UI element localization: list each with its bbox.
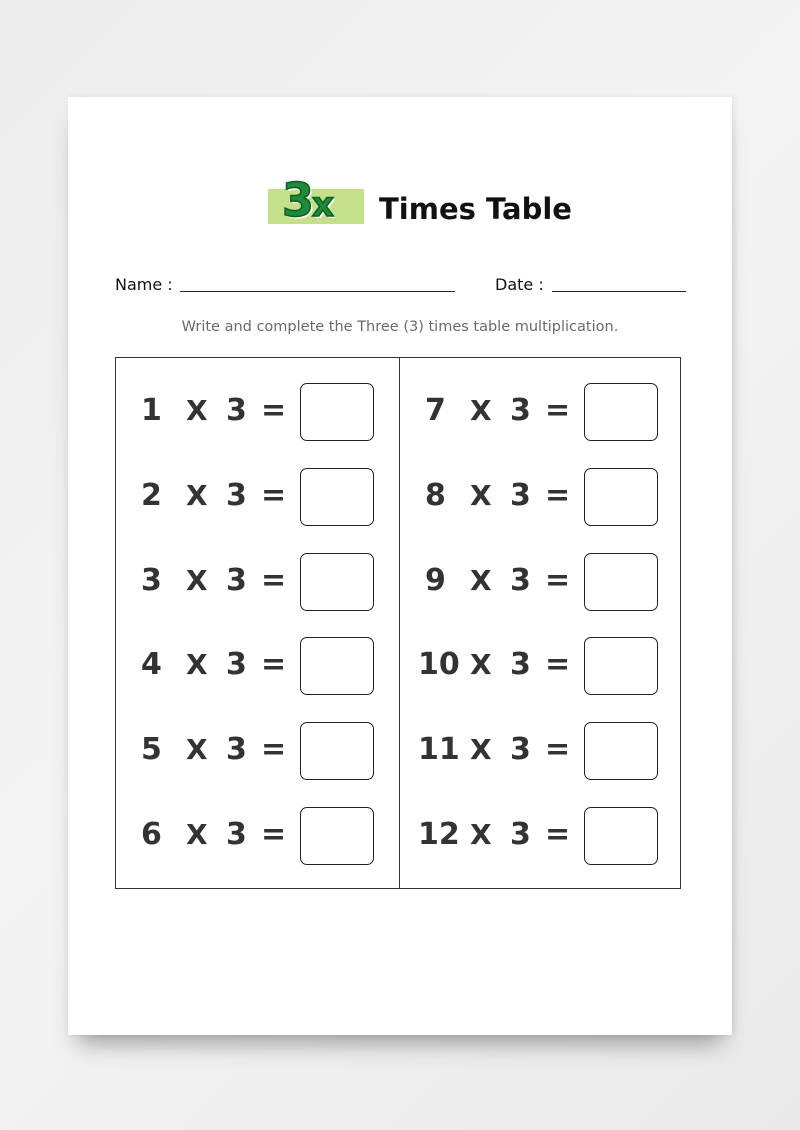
multiplicand: 5 <box>141 732 162 767</box>
equals-sign: = <box>545 478 571 513</box>
date-line[interactable] <box>552 291 686 292</box>
multiplier: 3 <box>510 563 531 598</box>
problem-row <box>134 383 394 443</box>
answer-box[interactable] <box>300 468 374 526</box>
multiplier: 3 <box>510 732 531 767</box>
multiplier: 3 <box>226 817 247 852</box>
name-label: Name : <box>115 275 173 294</box>
times-sign: X <box>470 733 492 766</box>
problem-row <box>134 553 394 613</box>
multiplicand: 8 <box>425 478 446 513</box>
problem-row <box>418 807 678 867</box>
answer-box[interactable] <box>300 383 374 441</box>
times-sign: X <box>186 818 208 851</box>
answer-box[interactable] <box>300 637 374 695</box>
problem-row <box>134 468 394 528</box>
multiplicand: 3 <box>141 563 162 598</box>
problem-row <box>418 468 678 528</box>
multiplier: 3 <box>226 647 247 682</box>
multiplier: 3 <box>510 393 531 428</box>
multiplicand: 10 <box>418 647 460 682</box>
multiplier: 3 <box>510 478 531 513</box>
column-divider <box>399 358 400 888</box>
answer-box[interactable] <box>300 722 374 780</box>
times-sign: X <box>470 648 492 681</box>
multiplicand: 12 <box>418 817 460 852</box>
problem-row <box>418 383 678 443</box>
equals-sign: = <box>261 478 287 513</box>
problem-row <box>134 807 394 867</box>
multiplier: 3 <box>510 817 531 852</box>
equals-sign: = <box>261 647 287 682</box>
multiplicand: 7 <box>425 393 446 428</box>
equals-sign: = <box>261 817 287 852</box>
answer-box[interactable] <box>300 553 374 611</box>
equals-sign: = <box>545 647 571 682</box>
times-sign: X <box>470 818 492 851</box>
multiplicand: 4 <box>141 647 162 682</box>
multiplicand: 11 <box>418 732 460 767</box>
multiplier: 3 <box>226 563 247 598</box>
equals-sign: = <box>261 563 287 598</box>
times-sign: X <box>186 394 208 427</box>
problem-row <box>418 722 678 782</box>
times-sign: X <box>186 733 208 766</box>
logo-symbol: x <box>312 185 332 225</box>
answer-box[interactable] <box>584 807 658 865</box>
problems-table <box>115 357 681 889</box>
answer-box[interactable] <box>300 807 374 865</box>
answer-box[interactable] <box>584 468 658 526</box>
multiplier: 3 <box>226 732 247 767</box>
times-sign: X <box>470 564 492 597</box>
times-sign: X <box>470 479 492 512</box>
equals-sign: = <box>545 732 571 767</box>
times-table-logo <box>268 173 364 227</box>
multiplicand: 9 <box>425 563 446 598</box>
answer-box[interactable] <box>584 553 658 611</box>
answer-box[interactable] <box>584 383 658 441</box>
equals-sign: = <box>545 817 571 852</box>
multiplicand: 1 <box>141 393 162 428</box>
times-sign: X <box>186 564 208 597</box>
times-sign: X <box>470 394 492 427</box>
problem-row <box>134 722 394 782</box>
times-sign: X <box>186 648 208 681</box>
multiplier: 3 <box>226 478 247 513</box>
multiplier: 3 <box>226 393 247 428</box>
logo-number: 3 <box>282 173 313 227</box>
answer-box[interactable] <box>584 722 658 780</box>
multiplicand: 2 <box>141 478 162 513</box>
problem-row <box>134 637 394 697</box>
problem-row <box>418 637 678 697</box>
equals-sign: = <box>261 732 287 767</box>
problem-row <box>418 553 678 613</box>
multiplicand: 6 <box>141 817 162 852</box>
multiplier: 3 <box>510 647 531 682</box>
answer-box[interactable] <box>584 637 658 695</box>
name-line[interactable] <box>180 291 455 292</box>
worksheet-page <box>68 97 732 1035</box>
equals-sign: = <box>261 393 287 428</box>
page-title: Times Table <box>379 192 572 226</box>
equals-sign: = <box>545 393 571 428</box>
logo-text <box>282 170 332 235</box>
instructions-text: Write and complete the Three (3) times table multiplication. <box>181 319 619 335</box>
equals-sign: = <box>545 563 571 598</box>
times-sign: X <box>186 479 208 512</box>
date-label: Date : <box>495 275 544 294</box>
